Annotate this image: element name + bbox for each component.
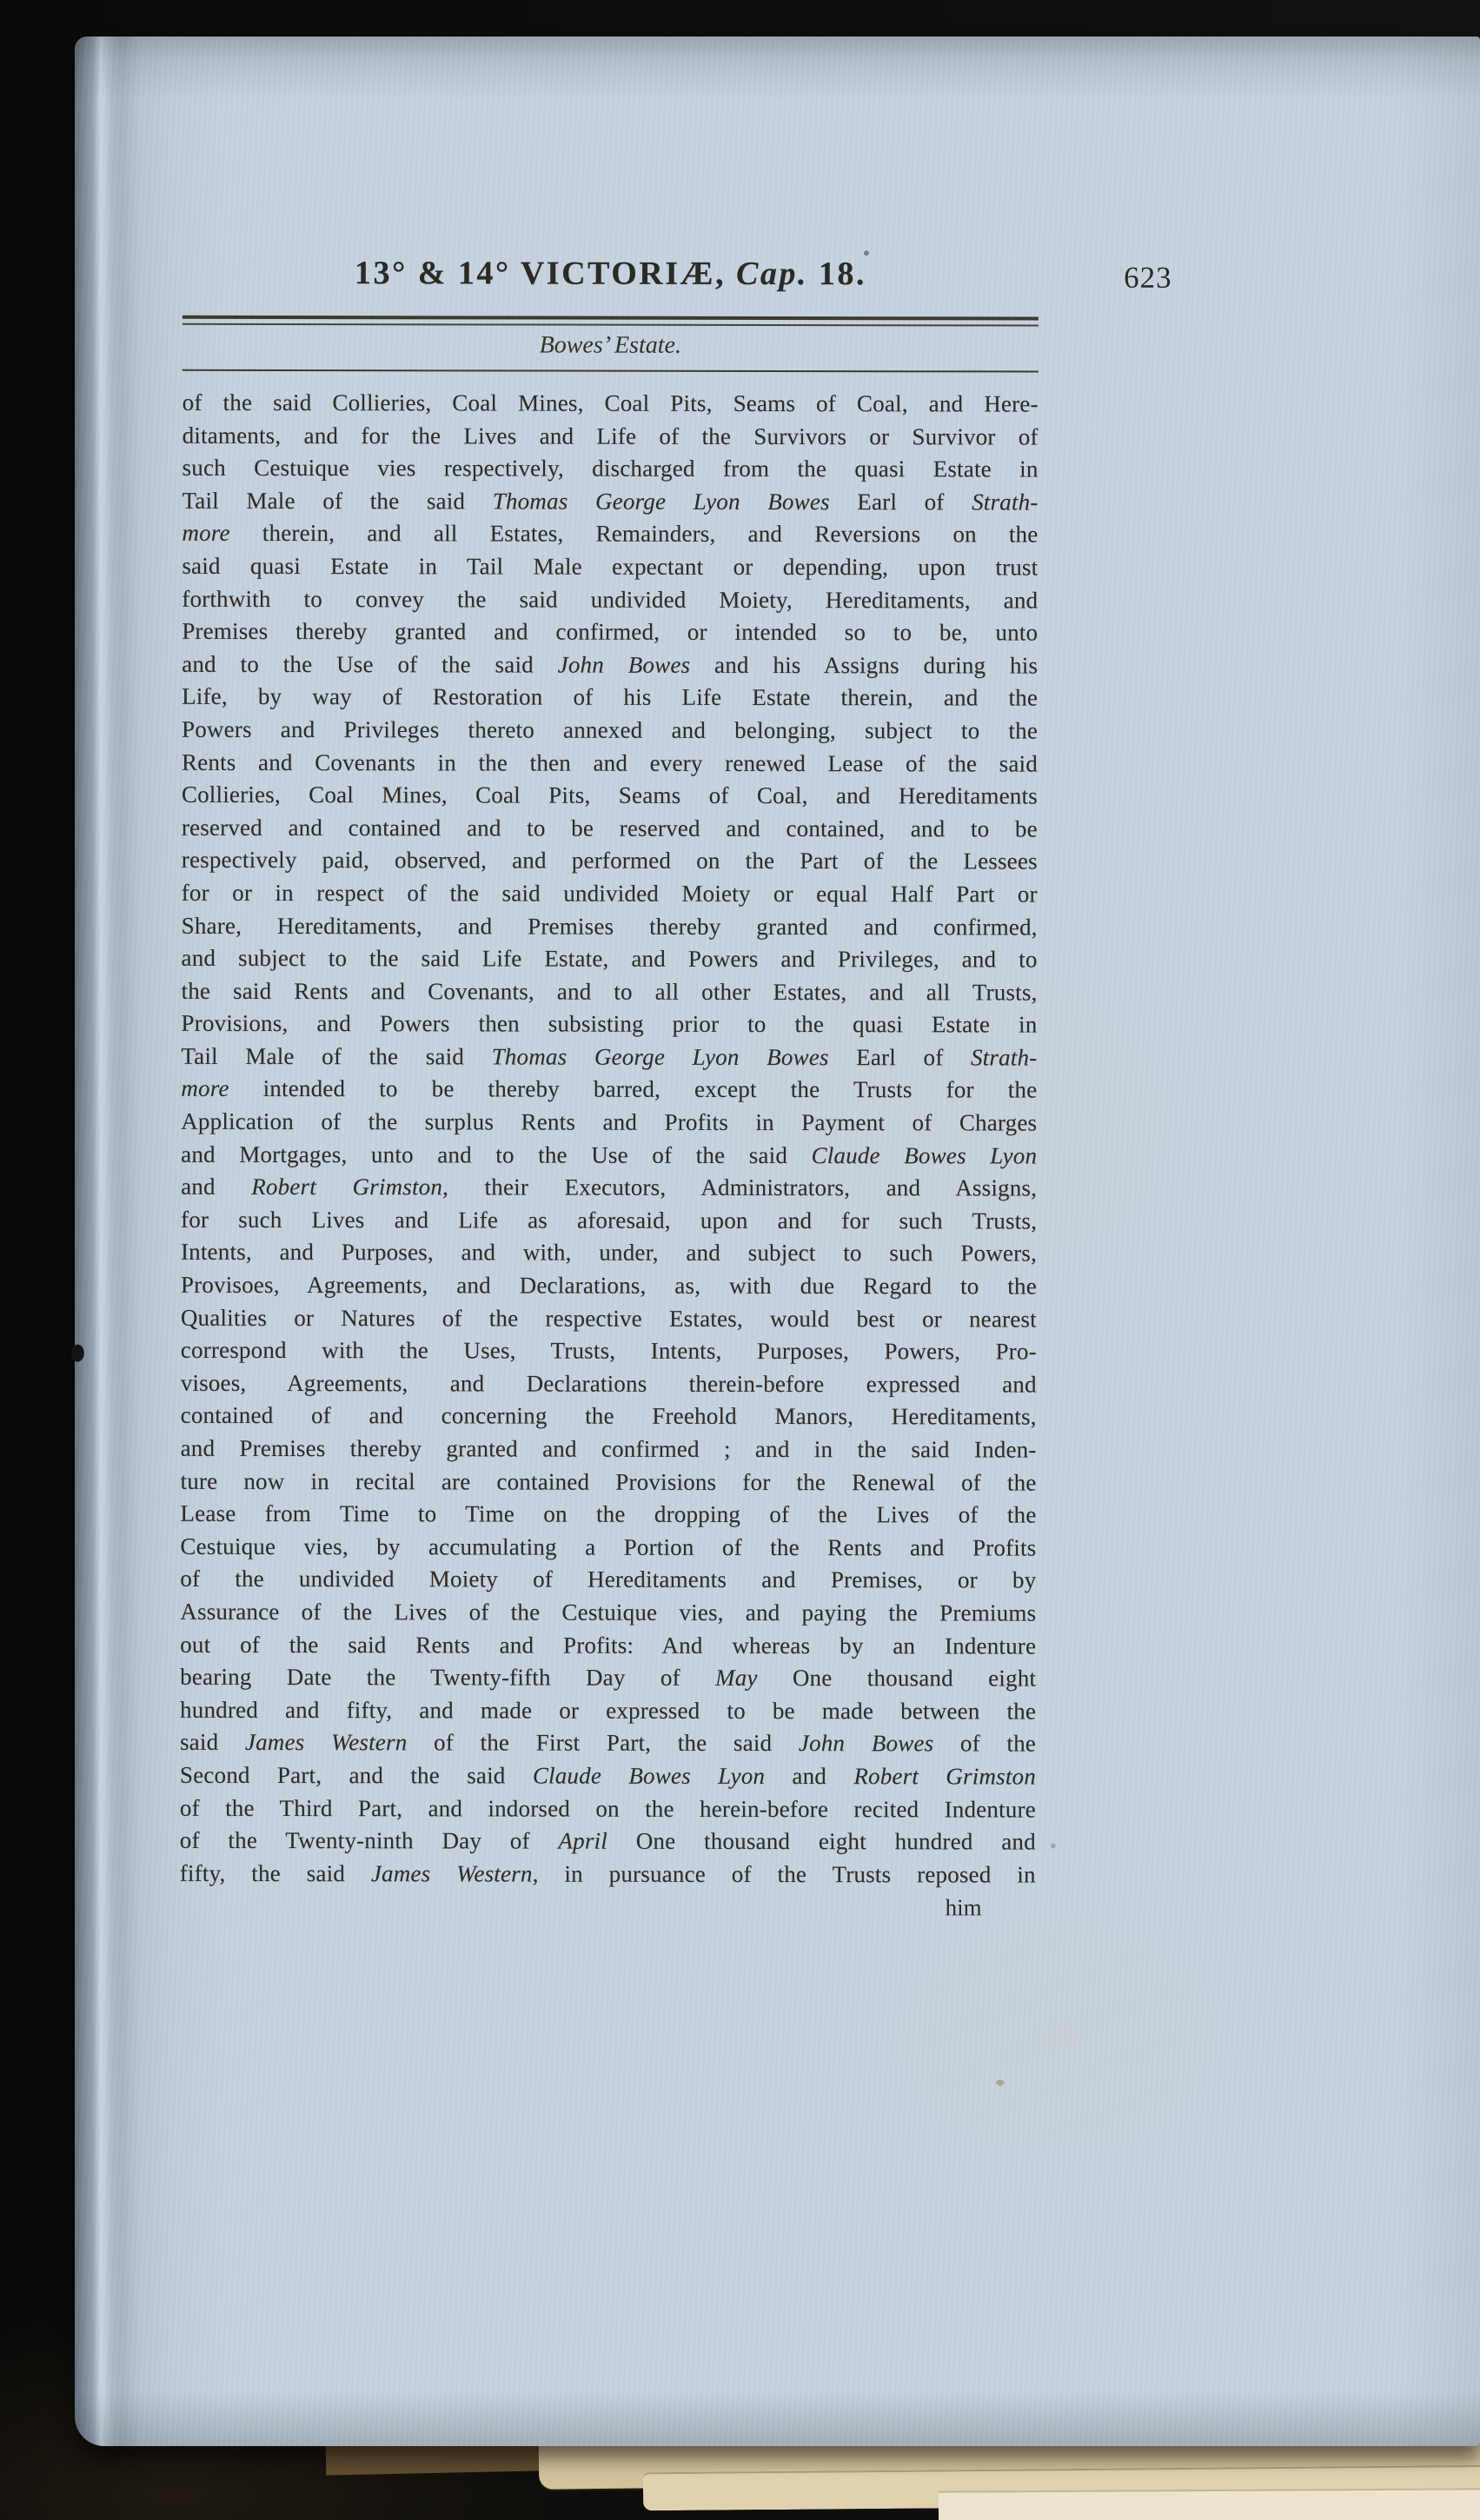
text-line: Provisions, and Powers then subsisting prior to the quasi Estate in [181, 1010, 1038, 1038]
ink-stain [864, 250, 869, 256]
text-line: fifty, the said James Western, in pursuance of the Trusts reposed in [179, 1859, 1036, 1888]
text-line: the said Rents and Covenants, and to all other Estates, and all Trusts, [181, 977, 1038, 1006]
text-line: Life, by way of Restoration of his Life Estate therein, and the [182, 683, 1039, 711]
text-line: more intended to be thereby barred, except the Trusts for the [181, 1075, 1038, 1103]
text-line: Share, Hereditaments, and Premises thereby granted and confirmed, [181, 912, 1038, 941]
act-title: 13° & 14° VICTORIÆ, Cap. 18. [354, 255, 866, 293]
text-line: out of the said Rents and Profits: And whereas by an Indenture [180, 1631, 1037, 1659]
text-line: for or in respect of the said undivided Moiety or equal Half Part or [181, 879, 1038, 908]
ink-stain [71, 1345, 84, 1362]
text-line: Collieries, Coal Mines, Coal Pits, Seams of Coal, and Hereditaments [181, 781, 1038, 809]
text-line: and to the Use of the said John Bowes and his Assigns during his [182, 650, 1039, 679]
catchword: him [945, 1894, 982, 1921]
foxing-spot [1051, 1844, 1056, 1849]
text-line: forthwith to convey the said undivided Moiety, Hereditaments, and [182, 585, 1039, 614]
double-rule [183, 316, 1039, 327]
text-line: hundred and fifty, and made or expressed to be made between the [180, 1696, 1037, 1725]
text-line: Premises thereby granted and confirmed, or intended so to be, unto [182, 617, 1039, 646]
book-page-edge [939, 2488, 1480, 2520]
text-line: Provisoes, Agreements, and Declarations, as, with due Regard to the [180, 1271, 1037, 1300]
text-line: Intents, and Purposes, and with, under, and subject to such Powers, [180, 1239, 1038, 1267]
text-line: Qualities or Natures of the respective Estates, would best or nearest [180, 1304, 1037, 1333]
text-line: and Premises thereby granted and confirmed ; and in the said Inden- [180, 1434, 1037, 1463]
text-line: correspond with the Uses, Trusts, Intents, Purposes, Powers, Pro- [180, 1337, 1037, 1365]
text-line: of the said Collieries, Coal Mines, Coal Pits, Seams of Coal, and Here- [182, 389, 1039, 417]
text-line: reserved and contained and to be reserved and contained, and to be [181, 814, 1038, 842]
single-rule [183, 369, 1039, 373]
text-line: respectively paid, observed, and performed on the Part of the Lessees [181, 847, 1038, 874]
text-line: ditaments, and for the Lives and Life of the Survivors or Survivor of [182, 422, 1039, 450]
text-line: visoes, Agreements, and Declarations therein-before expressed and [180, 1369, 1037, 1398]
text-line: bearing Date the Twenty-fifth Day of May One thousand eight [180, 1663, 1037, 1692]
text-line: and Robert Grimston, their Executors, Administrators, and Assigns, [181, 1174, 1038, 1201]
text-line: of the undivided Moiety of Hereditaments and Premises, or by [180, 1566, 1037, 1593]
text-line: said James Western of the First Part, the said John Bowes of the [179, 1729, 1037, 1757]
text-line: Application of the surplus Rents and Profits in Payment of Charges [181, 1107, 1038, 1136]
text-line: said quasi Estate in Tail Male expectant or depending, upon trust [182, 552, 1039, 581]
text-line: Lease from Time to Time on the dropping of the Lives of the [180, 1499, 1037, 1528]
text-line: Assurance of the Lives of the Cestuique vies, and paying the Premiums [180, 1598, 1037, 1626]
page-content [73, 36, 1480, 2448]
text-line: Tail Male of the said Thomas George Lyon Bowes Earl of Strath- [181, 1042, 1038, 1071]
book-page [75, 37, 1480, 2446]
text-line: Tail Male of the said Thomas George Lyon Bowes Earl of Strath- [182, 487, 1039, 515]
text-line: ture now in recital are contained Provisions for the Renewal of the [180, 1467, 1037, 1496]
text-line: and subject to the said Life Estate, and Powers and Privileges, and to [181, 944, 1038, 973]
text-line: Cestuique vies, by accumulating a Portion of the Rents and Profits [180, 1533, 1037, 1561]
text-line: for such Lives and Life as aforesaid, upon and for such Trusts, [181, 1206, 1038, 1234]
text-line: of the Twenty-ninth Day of April One thousand eight hundred and [179, 1826, 1036, 1855]
running-title: Bowes’ Estate. [539, 331, 681, 359]
page-number: 623 [1124, 260, 1172, 295]
text-line: of the Third Part, and indorsed on the herein-before recited Indenture [179, 1794, 1036, 1823]
text-line: Second Part, and the said Claude Bowes Lyon and Robert Grimston [179, 1761, 1036, 1790]
text-line: and Mortgages, unto and to the Use of the said Claude Bowes Lyon [181, 1140, 1038, 1169]
text-line: Powers and Privileges thereto annexed and belonging, subject to the [182, 715, 1039, 744]
text-line: contained of and concerning the Freehold Manors, Hereditaments, [180, 1402, 1037, 1430]
text-line: such Cestuique vies respectively, discharged from the quasi Estate in [182, 454, 1039, 482]
text-line: more therein, and all Estates, Remainders, and Reversions on the [182, 520, 1039, 548]
foxing-spot [996, 2079, 1004, 2085]
text-line: Rents and Covenants in the then and every renewed Lease of the said [181, 748, 1038, 777]
body-text [180, 387, 1039, 1892]
